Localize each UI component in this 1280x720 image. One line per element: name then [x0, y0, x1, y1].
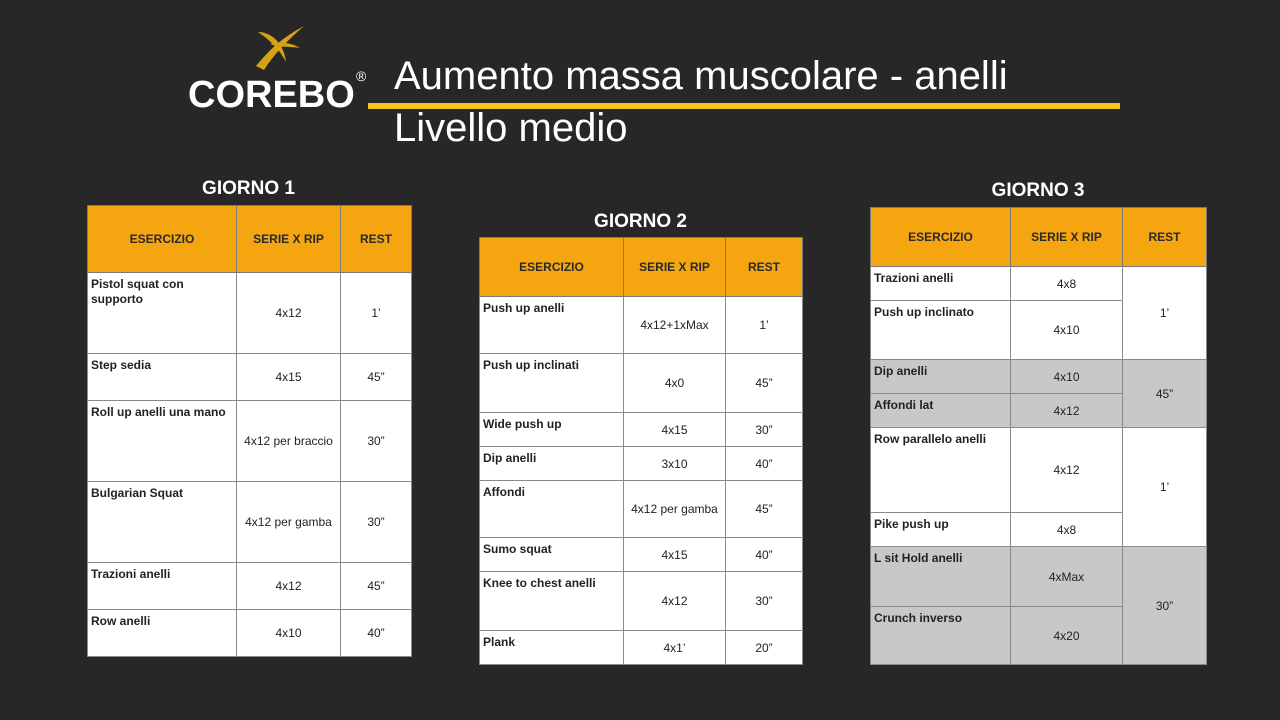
rest-cell: 30”: [1123, 547, 1207, 665]
col-header-rest: REST: [1123, 208, 1207, 267]
exercise-cell: Roll up anelli una mano: [88, 401, 237, 482]
table-row: [88, 610, 412, 657]
sets-cell: 4xMax: [1011, 547, 1123, 607]
sets-cell: 4x15: [624, 538, 726, 572]
day-1-table: [87, 205, 412, 657]
col-header-rest: REST: [341, 206, 412, 273]
sets-cell: 4x8: [1011, 267, 1123, 301]
sets-cell: 4x15: [624, 413, 726, 447]
exercise-cell: Bulgarian Squat: [88, 482, 237, 563]
col-header-exercise: ESERCIZIO: [480, 238, 624, 297]
day-2-title: GIORNO 2: [594, 211, 687, 232]
rest-cell: 1’: [341, 273, 412, 354]
col-header-sets: SERIE X RIP: [237, 206, 341, 273]
table-row: [480, 538, 803, 572]
sets-cell: 4x12: [237, 273, 341, 354]
sets-cell: 4x10: [1011, 301, 1123, 360]
rest-cell: 45”: [726, 481, 803, 538]
table-row: [871, 547, 1207, 607]
table-row: [480, 413, 803, 447]
rest-cell: 30”: [341, 482, 412, 563]
table-row: [88, 401, 412, 482]
day-3-table: [870, 207, 1207, 665]
exercise-cell: Crunch inverso: [871, 607, 1011, 665]
sets-cell: 3x10: [624, 447, 726, 481]
table-row: [88, 482, 412, 563]
table-header-row: [88, 206, 412, 273]
exercise-cell: Row parallelo anelli: [871, 428, 1011, 513]
table-row: [871, 267, 1207, 301]
sets-cell: 4x12+1xMax: [624, 297, 726, 354]
table-row: [480, 447, 803, 481]
rest-cell: 1’: [1123, 267, 1207, 360]
brand-logo: [186, 22, 376, 122]
rest-cell: 45”: [726, 354, 803, 413]
rest-cell: 30”: [726, 572, 803, 631]
table-row: [88, 563, 412, 610]
page-subtitle: Livello medio: [394, 106, 628, 150]
exercise-cell: Affondi lat: [871, 394, 1011, 428]
table-row: [480, 631, 803, 665]
exercise-cell: Push up anelli: [480, 297, 624, 354]
rest-cell: 20”: [726, 631, 803, 665]
registered-mark: ®: [356, 68, 367, 84]
corebo-logo-icon: [238, 22, 308, 74]
col-header-sets: SERIE X RIP: [624, 238, 726, 297]
rest-cell: 30”: [341, 401, 412, 482]
table-header-row: [480, 238, 803, 297]
sets-cell: 4x12: [1011, 394, 1123, 428]
col-header-exercise: ESERCIZIO: [871, 208, 1011, 267]
exercise-cell: Pike push up: [871, 513, 1011, 547]
exercise-cell: Row anelli: [88, 610, 237, 657]
col-header-sets: SERIE X RIP: [1011, 208, 1123, 267]
exercise-cell: L sit Hold anelli: [871, 547, 1011, 607]
exercise-cell: Push up inclinati: [480, 354, 624, 413]
sets-cell: 4x15: [237, 354, 341, 401]
sets-cell: 4x10: [237, 610, 341, 657]
sets-cell: 4x8: [1011, 513, 1123, 547]
exercise-cell: Wide push up: [480, 413, 624, 447]
day-2-table: [479, 237, 803, 665]
sets-cell: 4x10: [1011, 360, 1123, 394]
sets-cell: 4x12 per braccio: [237, 401, 341, 482]
rest-cell: 30”: [726, 413, 803, 447]
exercise-cell: Pistol squat con supporto: [88, 273, 237, 354]
table-row: [480, 481, 803, 538]
day-3-title: GIORNO 3: [991, 180, 1085, 201]
exercise-cell: Plank: [480, 631, 624, 665]
exercise-cell: Trazioni anelli: [88, 563, 237, 610]
page-title: Aumento massa muscolare - anelli: [394, 54, 1008, 98]
exercise-cell: Trazioni anelli: [871, 267, 1011, 301]
sets-cell: 4x0: [624, 354, 726, 413]
col-header-exercise: ESERCIZIO: [88, 206, 237, 273]
exercise-cell: Affondi: [480, 481, 624, 538]
rest-cell: 45”: [341, 563, 412, 610]
table-header-row: [871, 208, 1207, 267]
rest-cell: 40”: [341, 610, 412, 657]
table-row: [480, 572, 803, 631]
table-row: [88, 354, 412, 401]
table-row: [871, 360, 1207, 394]
rest-cell: 1’: [1123, 428, 1207, 547]
rest-cell: 45”: [1123, 360, 1207, 428]
rest-cell: 40”: [726, 447, 803, 481]
table-row: [88, 273, 412, 354]
exercise-cell: Dip anelli: [871, 360, 1011, 394]
exercise-cell: Sumo squat: [480, 538, 624, 572]
sets-cell: 4x12 per gamba: [237, 482, 341, 563]
col-header-rest: REST: [726, 238, 803, 297]
exercise-cell: Knee to chest anelli: [480, 572, 624, 631]
table-row: [480, 354, 803, 413]
rest-cell: 40”: [726, 538, 803, 572]
brand-name: COREBO: [188, 74, 355, 116]
exercise-cell: Push up inclinato: [871, 301, 1011, 360]
exercise-cell: Dip anelli: [480, 447, 624, 481]
sets-cell: 4x20: [1011, 607, 1123, 665]
sets-cell: 4x12 per gamba: [624, 481, 726, 538]
table-row: [871, 428, 1207, 513]
exercise-cell: Step sedia: [88, 354, 237, 401]
sets-cell: 4x12: [1011, 428, 1123, 513]
table-row: [480, 297, 803, 354]
sets-cell: 4x1’: [624, 631, 726, 665]
day-1-title: GIORNO 1: [202, 178, 295, 199]
rest-cell: 45”: [341, 354, 412, 401]
sets-cell: 4x12: [237, 563, 341, 610]
sets-cell: 4x12: [624, 572, 726, 631]
rest-cell: 1’: [726, 297, 803, 354]
